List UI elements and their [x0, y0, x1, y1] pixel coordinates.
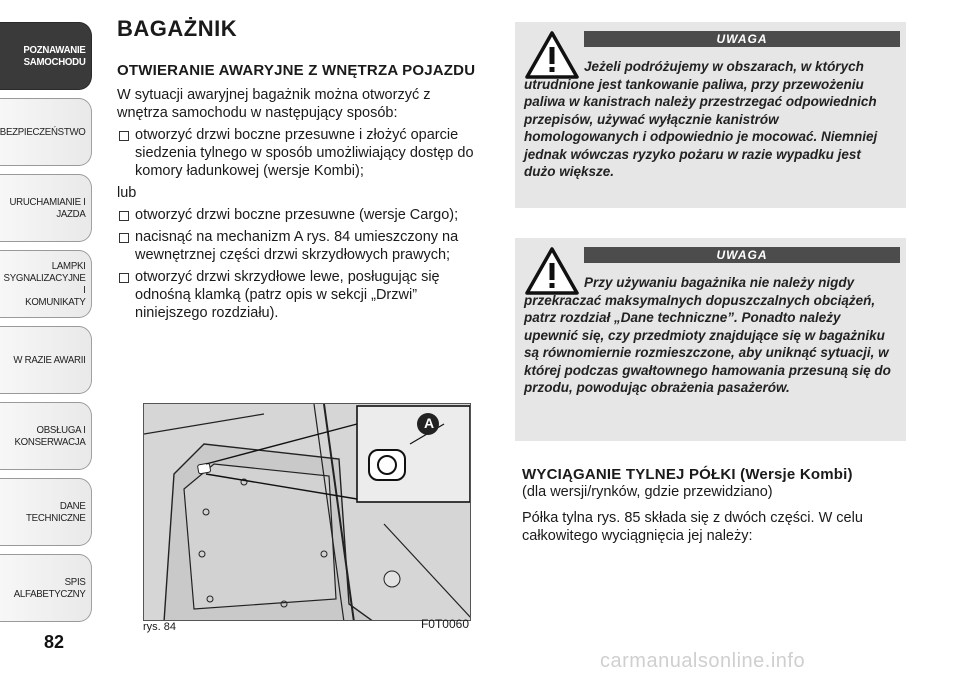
page-number: 82 — [44, 632, 65, 652]
availability-note: (dla wersji/rynków, gdzie przewidziano) — [522, 484, 773, 500]
shelf-paragraph: Półka tylna rys. 85 składa się z dwóch części. W celu całkowitego wyciągnięcia jej należy: — [522, 510, 863, 544]
right-column — [522, 466, 902, 545]
left-column — [117, 16, 477, 326]
tab-lampki-sygnalizacyjne[interactable]: LAMPKI SYGNALIZACYJNE I KOMUNIKATY — [0, 250, 92, 318]
list-item: otworzyć drzwi boczne przesuwne i złożyć oparcie siedzenia tylnego w sposób umożliwiający dostęp do komory ładunkowej (wersje Kombi); — [117, 126, 477, 180]
warning-text: Jeżeli podróżujemy w obszarach, w których utrudnione jest tankowanie paliwa, przy przewożeniu paliwa w kanistrach należy przestrzegać odpowiednich przepisów, używać wyłącznie kanistrów homologowanych i odpowiednio je mocować. Niemniej jednak wówczas ryzyko pożaru w razie wypadku jest dużo większe. — [524, 59, 878, 179]
tab-uruchamianie-i-jazda[interactable]: URUCHAMIANIE I JAZDA — [0, 174, 92, 242]
warning-box-load — [515, 238, 906, 441]
tab-w-razie-awarii[interactable]: W RAZIE AWARII — [0, 326, 92, 394]
subsection-title-shelf: WYCIĄGANIE TYLNEJ PÓŁKI (Wersje Kombi) — [522, 466, 853, 483]
warning-text: Przy używaniu bagażnika nie należy nigdy przekraczać maksymalnych dopuszczalnych obciążeń, patrz rozdział „Dane techniczne”. Ponadto należy upewnić się, czy przedmioty znajdujące się w bagażniku są równomiernie rozmieszczone, aby uniknąć sytuacji, w której podczas gwałtownego hamowania przesuną się do przodu, powodując obrażenia pasażerów. — [524, 275, 891, 395]
warning-heading: UWAGA — [584, 31, 900, 47]
door-illustration — [144, 404, 471, 621]
list-item: otworzyć drzwi boczne przesuwne (wersje Cargo); — [117, 206, 477, 224]
list-item: otworzyć drzwi skrzydłowe lewe, posługując się odnośną klamką (patrz opis w sekcji „Drzwi” niniejszego rozdziału). — [117, 268, 477, 322]
warning-heading: UWAGA — [584, 247, 900, 263]
watermark: carmanualsonline.info — [600, 650, 806, 672]
tab-poznawanie-samochodu[interactable]: POZNAWANIE SAMOCHODU — [0, 22, 92, 90]
tab-spis-alfabetyczny[interactable]: SPIS ALFABETYCZNY — [0, 554, 92, 622]
tab-bezpieczenstwo[interactable]: BEZPIECZEŃSTWO — [0, 98, 92, 166]
section-title: BAGAŻNIK — [117, 16, 238, 41]
or-text: lub — [117, 185, 137, 201]
figure-code: F0T0060 — [420, 617, 469, 631]
intro-paragraph: W sytuacji awaryjnej bagażnik można otworzyć z wnętrza samochodu w następujący sposób: — [117, 87, 431, 121]
figure-84-door-mechanism — [143, 403, 471, 621]
list-item: nacisnąć na mechanizm A rys. 84 umieszczony na wewnętrznej części drzwi skrzydłowych prawych; — [117, 228, 477, 264]
callout-a-label: A — [423, 415, 435, 431]
figure-caption-label: rys. 84 — [143, 621, 177, 633]
warning-box-fuel — [515, 22, 906, 208]
tab-obsluga-i-konserwacja[interactable]: OBSŁUGA I KONSERWACJA — [0, 402, 92, 470]
tab-dane-techniczne[interactable]: DANE TECHNICZNE — [0, 478, 92, 546]
subsection-title: OTWIERANIE AWARYJNE Z WNĘTRZA POJAZDU — [117, 62, 476, 79]
